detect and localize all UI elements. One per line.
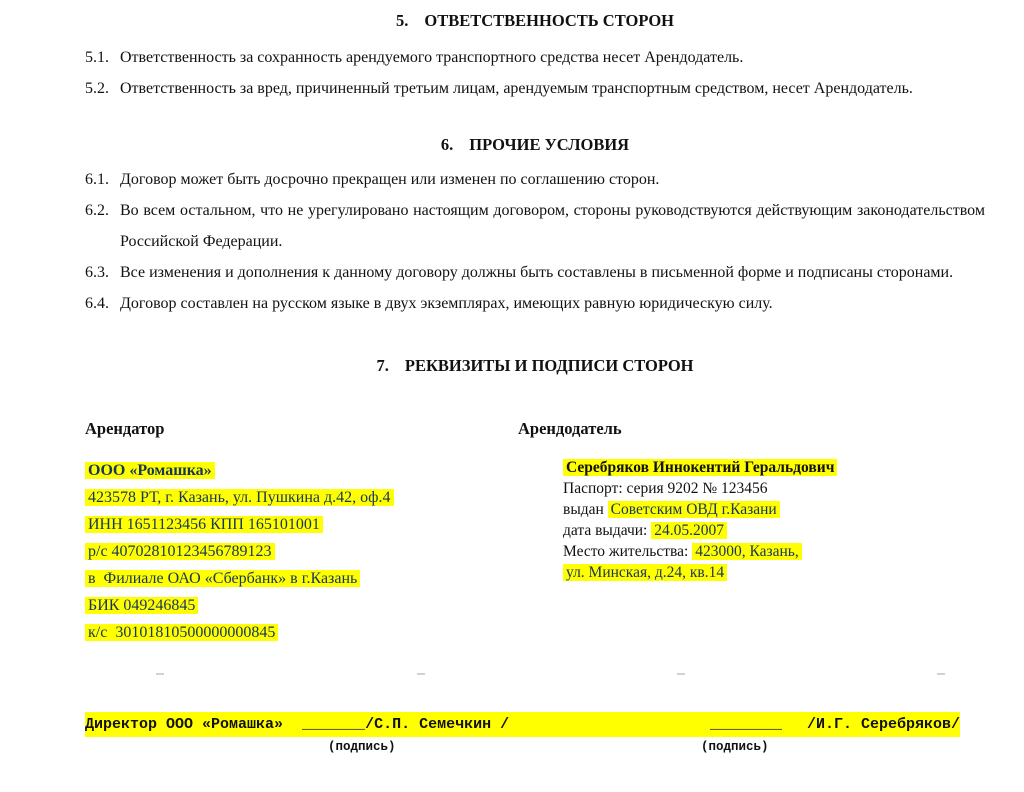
section-title: ОТВЕТСТВЕННОСТЬ СТОРОН bbox=[424, 11, 674, 30]
tenant-column bbox=[85, 419, 518, 646]
tenant-signatory: /С.П. Семечкин / bbox=[365, 716, 510, 733]
landlord-issued: выдан Советским ОВД г.Казани bbox=[563, 499, 985, 520]
landlord-passport: Паспорт: серия 9202 № 123456 bbox=[563, 480, 768, 497]
separator-dash bbox=[156, 673, 164, 675]
separator-dashes bbox=[85, 672, 985, 676]
clause-5-1 bbox=[85, 42, 985, 73]
section-number: 5. bbox=[395, 11, 409, 30]
section-5-heading bbox=[85, 10, 985, 32]
landlord-name: Серебряков Иннокентий Геральдович bbox=[563, 457, 985, 478]
separator-dash bbox=[677, 673, 685, 675]
signature-line bbox=[85, 712, 960, 737]
clause-text: Ответственность за сохранность арендуемого транспортного средства несет Арендодатель. bbox=[120, 49, 744, 66]
tenant-bik: БИК 049246845 bbox=[85, 592, 518, 619]
tenant-address: 423578 РТ, г. Казань, ул. Пушкина д.42, оф.4 bbox=[85, 484, 518, 511]
landlord-details bbox=[518, 457, 985, 583]
clause-text: Договор может быть досрочно прекращен или изменен по соглашению сторон. bbox=[120, 171, 660, 188]
tenant-corr-account: к/с 30101810500000000845 bbox=[85, 619, 518, 646]
section-title: РЕКВИЗИТЫ И ПОДПИСИ СТОРОН bbox=[404, 356, 694, 375]
clause-6-4 bbox=[85, 288, 985, 319]
clause-number: 6.2. bbox=[85, 202, 109, 219]
requisites-block bbox=[85, 419, 985, 646]
tenant-company-name: ООО «Ромашка» bbox=[85, 457, 518, 484]
clause-text: Во всем остальном, что не урегулировано настоящим договором, стороны руководствуются действующим законодательством Российской Федерации. bbox=[120, 202, 985, 250]
landlord-column bbox=[518, 419, 985, 646]
signature-caption-tenant: (подпись) bbox=[328, 740, 396, 754]
section-number: 7. bbox=[376, 356, 389, 375]
tenant-account: р/с 40702810123456789123 bbox=[85, 538, 518, 565]
landlord-residence: Место жительства: 423000, Казань, bbox=[563, 541, 985, 562]
clause-text: Все изменения и дополнения к данному договору должны быть составлены в письменной форме и подписаны сторонами. bbox=[120, 264, 954, 281]
section-number: 6. bbox=[440, 135, 454, 154]
landlord-residence-2: ул. Минская, д.24, кв.14 bbox=[563, 562, 985, 583]
clause-6-2 bbox=[85, 195, 985, 257]
clause-text: Ответственность за вред, причиненный третьим лицам, арендуемым транспортным средством, несет Арендодатель. bbox=[120, 80, 913, 97]
clause-number: 5.2. bbox=[85, 80, 109, 97]
tenant-inn-kpp: ИНН 1651123456 КПП 165101001 bbox=[85, 511, 518, 538]
clause-6-1 bbox=[85, 164, 985, 195]
clause-6-3 bbox=[85, 257, 985, 288]
tenant-header: Арендатор bbox=[85, 419, 165, 438]
signature-captions bbox=[85, 740, 985, 758]
section-6-heading bbox=[85, 134, 985, 156]
separator-dash bbox=[937, 673, 945, 675]
tenant-details bbox=[85, 457, 518, 646]
clause-text: Договор составлен на русском языке в двух экземплярах, имеющих равную юридическую силу. bbox=[120, 295, 773, 312]
clause-number: 6.1. bbox=[85, 171, 109, 188]
clause-number: 6.4. bbox=[85, 295, 109, 312]
landlord-issue-date: дата выдачи: 24.05.2007 bbox=[563, 520, 985, 541]
clause-number: 5.1. bbox=[85, 49, 109, 66]
section-title: ПРОЧИЕ УСЛОВИЯ bbox=[469, 135, 630, 154]
signature-blank-landlord: ________ bbox=[709, 716, 782, 733]
clause-number: 6.3. bbox=[85, 264, 109, 281]
clause-5-2 bbox=[85, 73, 985, 104]
signature-caption-landlord: (подпись) bbox=[701, 740, 769, 754]
tenant-bank: в Филиале ОАО «Сбербанк» в г.Казань bbox=[85, 565, 518, 592]
signature-blank-tenant: _______ bbox=[302, 716, 366, 733]
section-7-heading bbox=[85, 355, 985, 377]
director-label: Директор ООО «Ромашка» bbox=[85, 716, 293, 733]
separator-dash bbox=[417, 673, 425, 675]
landlord-signatory: /И.Г. Серебряков/ bbox=[797, 716, 960, 733]
landlord-header: Арендодатель bbox=[518, 419, 622, 438]
